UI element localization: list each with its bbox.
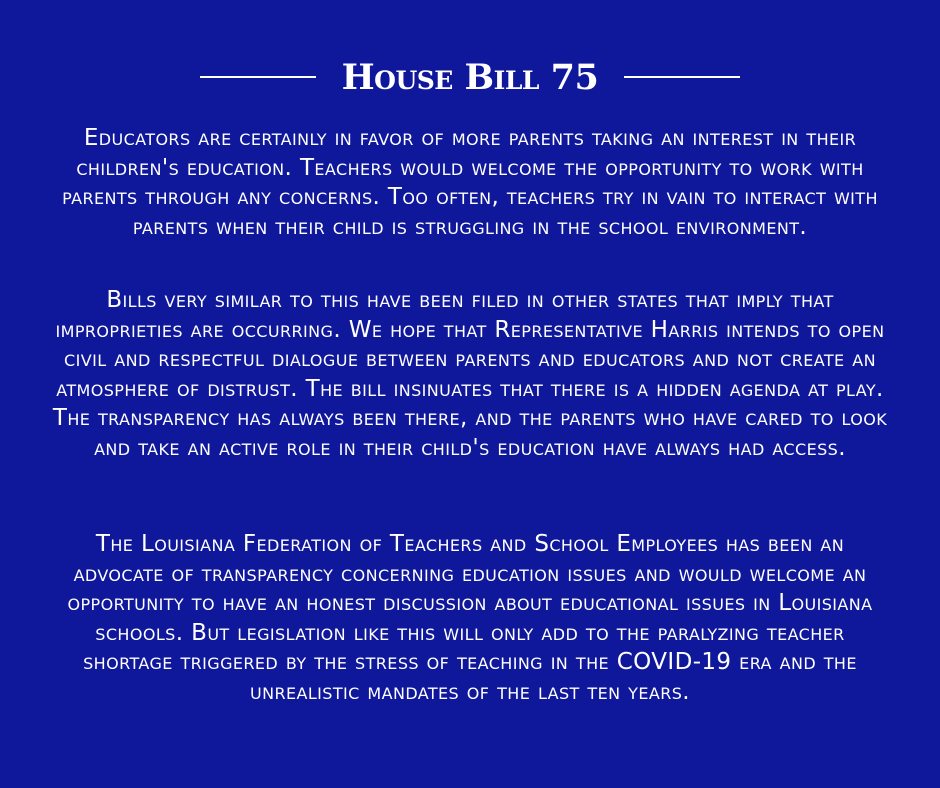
page-title: House Bill 75 [341,57,599,98]
paragraph-similar-bills: Bills very similar to this have been filed in other states that imply that improprieties are occurring. We hope that Representative Harris intends to open civil and respectful dialogue between parents and educators and not create an atmosphere of distrust. The bill insinuates that there is a hidden agenda at play. The transparency has always been there, and the parents who have cared to look and take an active role in their child's education have always had access. [52,287,888,461]
paragraph-federation-position: The Louisiana Federation of Teachers and School Employees has been an advocate of transparency concerning education issues and would welcome an opportunity to have an honest discussion about educational issues in Louisiana schools. But legislation like this will only add to the paralyzing teacher shortage triggered by the stress of teaching in the COVID-19 era and the unrealistic mandates of the last ten years. [67,531,873,705]
paragraph-parents-interest: Educators are certainly in favor of more parents taking an interest in their children's education. Teachers would welcome the opportunity to work with parents through any concerns. Too often, teachers try in vain to interact with parents when their child is struggling in the school environment. [62,125,878,240]
title-divider-left [200,76,316,78]
title-divider-right [624,76,740,78]
title-row [0,56,940,104]
